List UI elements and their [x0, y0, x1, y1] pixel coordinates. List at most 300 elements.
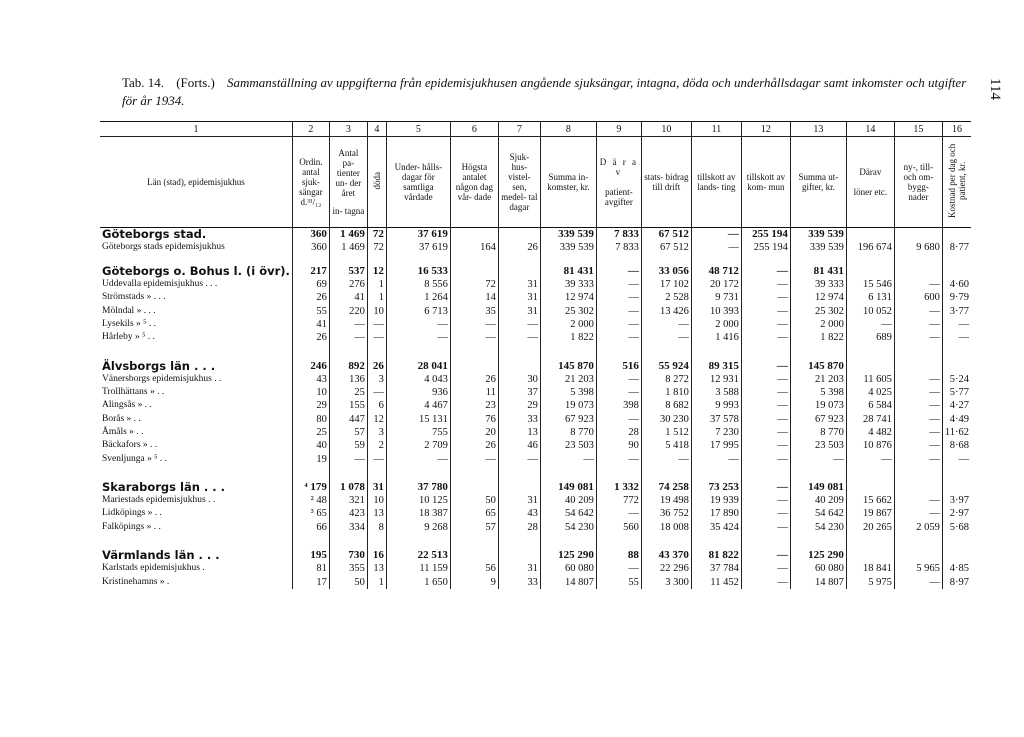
- cell-col-9: 772: [596, 494, 641, 507]
- cell-col-7: 28: [498, 521, 540, 534]
- cell-col-9: —: [596, 304, 641, 317]
- spacer-cell: [450, 255, 498, 265]
- cell-col-13: 149 081: [790, 481, 846, 494]
- cell-col-8: 5 398: [540, 386, 596, 399]
- cell-col-14: 196 674: [846, 241, 894, 254]
- table-row: [100, 562, 971, 575]
- cell-col-13: —: [790, 452, 846, 465]
- row-name: Lidköpings » . .: [102, 508, 162, 519]
- spacer-row: [100, 534, 971, 549]
- cell-col-9: —: [596, 452, 641, 465]
- cell-col-14: [846, 549, 894, 562]
- cell-col-13: 25 302: [790, 304, 846, 317]
- cell-col-2: 29: [292, 399, 329, 412]
- table-row: [100, 426, 971, 439]
- cell-col-8: 2 000: [540, 318, 596, 331]
- spacer-cell: [386, 466, 450, 481]
- cell-col-16: —: [942, 331, 971, 344]
- spacer-cell: [498, 534, 540, 549]
- cell-col-7: 33: [498, 576, 540, 589]
- cell-col-12: —: [741, 452, 790, 465]
- cell-col-7: 29: [498, 399, 540, 412]
- spacer-cell: [329, 534, 367, 549]
- cell-col-3: 447: [329, 413, 367, 426]
- table-row: [100, 507, 971, 520]
- cell-col-11: 9 731: [691, 291, 741, 304]
- spacer-cell: [367, 255, 386, 265]
- spacer-cell: [790, 255, 846, 265]
- header-doda: döda: [371, 172, 382, 190]
- cell-col-11: 81 822: [691, 549, 741, 562]
- cell-col-5: 755: [386, 426, 450, 439]
- cell-col-3: 1 469: [329, 228, 367, 242]
- cell-col-16: [942, 481, 971, 494]
- cell-col-14: 15 546: [846, 278, 894, 291]
- cell-col-13: 1 822: [790, 331, 846, 344]
- cell-col-6: [450, 549, 498, 562]
- cell-col-16: 3·77: [942, 304, 971, 317]
- group-row: [100, 549, 971, 562]
- cell-col-15: [894, 228, 942, 242]
- cell-col-2: 360: [292, 241, 329, 254]
- header-cost-per-day: [942, 137, 971, 228]
- cell-col-5: 16 533: [386, 265, 450, 278]
- cell-col-12: —: [741, 318, 790, 331]
- cell-col-4: 6: [367, 399, 386, 412]
- cell-col-12: —: [741, 562, 790, 575]
- cell-col-16: —: [942, 452, 971, 465]
- cell-col-8: —: [540, 452, 596, 465]
- cell-col-3: 892: [329, 359, 367, 372]
- spacer-cell: [846, 344, 894, 359]
- cell-col-2: 40: [292, 439, 329, 452]
- cell-col-8: 8 770: [540, 426, 596, 439]
- header-darav2: Därav: [859, 167, 882, 177]
- cell-col-7: 43: [498, 507, 540, 520]
- cell-col-9: —: [596, 291, 641, 304]
- cell-col-14: 20 265: [846, 521, 894, 534]
- cell-col-3: 1 469: [329, 241, 367, 254]
- header-patientavgifter: patient- avgifter: [604, 187, 633, 207]
- header-patients: Antal pa- tienter un- der året: [335, 148, 362, 198]
- cell-col-8: 60 080: [540, 562, 596, 575]
- cell-col-16: 4·49: [942, 413, 971, 426]
- cell-col-14: 10 876: [846, 439, 894, 452]
- table-row: [100, 452, 971, 465]
- cell-col-12: —: [741, 481, 790, 494]
- cell-col-8: 1 822: [540, 331, 596, 344]
- cell-col-2: 19: [292, 452, 329, 465]
- spacer-cell: [329, 255, 367, 265]
- group-row: [100, 359, 971, 372]
- cell-col-2: 26: [292, 331, 329, 344]
- cell-col-12: —: [741, 494, 790, 507]
- header-lan: Län (stad), epidemisjukhus: [100, 137, 292, 228]
- spacer-cell: [329, 344, 367, 359]
- cell-col-11: 19 939: [691, 494, 741, 507]
- cell-col-9: —: [596, 265, 641, 278]
- header-kostnad: Kostnad per dag och patient, kr.: [946, 143, 967, 219]
- cell-col-13: 54 230: [790, 521, 846, 534]
- cell-col-6: 72: [450, 278, 498, 291]
- cell-col-4: 8: [367, 521, 386, 534]
- cell-col-12: —: [741, 278, 790, 291]
- cell-col-14: 4 025: [846, 386, 894, 399]
- spacer-cell: [292, 344, 329, 359]
- cell-col-3: 25: [329, 386, 367, 399]
- cell-col-13: 54 642: [790, 507, 846, 520]
- cell-col-14: 15 662: [846, 494, 894, 507]
- colnum: 9: [596, 122, 641, 137]
- cell-col-6: 164: [450, 241, 498, 254]
- cell-col-5: 22 513: [386, 549, 450, 562]
- table-row: [100, 386, 971, 399]
- page-number: 114: [987, 78, 1003, 100]
- cell-col-3: 59: [329, 439, 367, 452]
- cell-col-16: 4·27: [942, 399, 971, 412]
- cell-col-3: 220: [329, 304, 367, 317]
- row-name: Kristinehamns » .: [102, 576, 170, 587]
- cell-col-15: —: [894, 278, 942, 291]
- cell-col-16: 9·79: [942, 291, 971, 304]
- colnum: 8: [540, 122, 596, 137]
- cell-col-12: —: [741, 413, 790, 426]
- group-row: [100, 265, 971, 278]
- row-name: Mariestads epidemisjukhus . .: [102, 495, 216, 506]
- spacer-cell: [596, 344, 641, 359]
- cell-col-10: 67 512: [641, 241, 691, 254]
- cell-col-3: 57: [329, 426, 367, 439]
- cell-col-8: 39 333: [540, 278, 596, 291]
- cell-col-14: 18 841: [846, 562, 894, 575]
- cell-col-2: 195: [292, 549, 329, 562]
- cell-col-7: 31: [498, 291, 540, 304]
- cell-col-15: —: [894, 452, 942, 465]
- cell-col-6: 26: [450, 373, 498, 386]
- spacer-cell: [691, 466, 741, 481]
- spacer-cell: [100, 466, 292, 481]
- spacer-cell: [450, 344, 498, 359]
- spacer-cell: [292, 255, 329, 265]
- spacer-cell: [691, 534, 741, 549]
- cell-col-6: —: [450, 331, 498, 344]
- row-name: Vänersborgs epidemisjukhus . .: [102, 373, 222, 384]
- cell-col-3: 355: [329, 562, 367, 575]
- cell-col-13: 21 203: [790, 373, 846, 386]
- cell-col-11: 11 452: [691, 576, 741, 589]
- cell-col-13: 145 870: [790, 359, 846, 372]
- cell-col-6: 76: [450, 413, 498, 426]
- header-max: Högsta antalet någon dag vår- dade: [450, 137, 498, 228]
- cell-col-5: 11 159: [386, 562, 450, 575]
- cell-col-10: 30 230: [641, 413, 691, 426]
- cell-col-16: 3·97: [942, 494, 971, 507]
- table-row: [100, 291, 971, 304]
- cell-col-6: —: [450, 452, 498, 465]
- spacer-row: [100, 344, 971, 359]
- cell-col-16: 4·60: [942, 278, 971, 291]
- cell-col-8: 23 503: [540, 439, 596, 452]
- header-county: tillskott av lands- ting: [691, 137, 741, 228]
- table-row: [100, 494, 971, 507]
- header-darav: D ä r a v: [599, 157, 639, 177]
- cell-col-11: 35 424: [691, 521, 741, 534]
- spacer-cell: [386, 255, 450, 265]
- cell-col-7: —: [498, 331, 540, 344]
- cell-col-12: —: [741, 304, 790, 317]
- cell-col-8: 12 974: [540, 291, 596, 304]
- cell-col-4: 13: [367, 562, 386, 575]
- cell-col-13: 14 807: [790, 576, 846, 589]
- cell-col-4: 2: [367, 439, 386, 452]
- cell-col-8: 40 209: [540, 494, 596, 507]
- header-loner: löner etc.: [853, 187, 888, 197]
- cell-col-16: [942, 359, 971, 372]
- row-name: Lysekils » ⁵ . .: [102, 318, 156, 329]
- spacer-cell: [691, 255, 741, 265]
- cell-col-8: 339 539: [540, 241, 596, 254]
- cell-col-11: 12 931: [691, 373, 741, 386]
- header-patient-fees: [596, 137, 641, 228]
- cell-col-9: 516: [596, 359, 641, 372]
- header-dead: [367, 137, 386, 228]
- cell-col-11: 20 172: [691, 278, 741, 291]
- cell-col-4: 3: [367, 426, 386, 439]
- cell-col-16: [942, 265, 971, 278]
- cell-col-12: —: [741, 373, 790, 386]
- cell-col-16: 8·68: [942, 439, 971, 452]
- cell-col-7: [498, 481, 540, 494]
- spacer-cell: [741, 466, 790, 481]
- cell-col-3: —: [329, 331, 367, 344]
- cell-col-12: —: [741, 426, 790, 439]
- table-continued: (Forts.): [176, 75, 215, 90]
- table-row: [100, 318, 971, 331]
- cell-col-12: —: [741, 576, 790, 589]
- colnum: 12: [741, 122, 790, 137]
- cell-col-15: 600: [894, 291, 942, 304]
- spacer-cell: [942, 466, 971, 481]
- cell-col-15: —: [894, 399, 942, 412]
- spacer-cell: [641, 255, 691, 265]
- cell-col-9: 28: [596, 426, 641, 439]
- row-name: Falköpings » . .: [102, 521, 161, 532]
- spacer-cell: [846, 534, 894, 549]
- cell-col-16: 2·97: [942, 507, 971, 520]
- cell-col-3: —: [329, 452, 367, 465]
- cell-col-16: 5·68: [942, 521, 971, 534]
- table-row: [100, 373, 971, 386]
- cell-col-8: 54 642: [540, 507, 596, 520]
- cell-col-4: 16: [367, 549, 386, 562]
- cell-col-15: —: [894, 494, 942, 507]
- cell-col-2: 81: [292, 562, 329, 575]
- cell-col-10: 3 300: [641, 576, 691, 589]
- spacer-cell: [846, 255, 894, 265]
- cell-col-15: —: [894, 373, 942, 386]
- cell-col-6: 9: [450, 576, 498, 589]
- cell-col-13: 40 209: [790, 494, 846, 507]
- cell-col-2: 66: [292, 521, 329, 534]
- cell-col-8: 21 203: [540, 373, 596, 386]
- spacer-cell: [367, 466, 386, 481]
- cell-col-10: 18 008: [641, 521, 691, 534]
- cell-col-3: 276: [329, 278, 367, 291]
- cell-col-5: 37 780: [386, 481, 450, 494]
- cell-col-5: 9 268: [386, 521, 450, 534]
- cell-col-10: 67 512: [641, 228, 691, 242]
- spacer-cell: [641, 534, 691, 549]
- colnum: 4: [367, 122, 386, 137]
- cell-col-6: 26: [450, 439, 498, 452]
- cell-col-14: [846, 265, 894, 278]
- cell-col-6: 20: [450, 426, 498, 439]
- cell-col-5: 8 556: [386, 278, 450, 291]
- cell-col-3: 730: [329, 549, 367, 562]
- cell-col-3: 321: [329, 494, 367, 507]
- cell-col-5: 4 467: [386, 399, 450, 412]
- spacer-cell: [498, 255, 540, 265]
- cell-col-15: —: [894, 304, 942, 317]
- cell-col-4: 31: [367, 481, 386, 494]
- cell-col-9: —: [596, 386, 641, 399]
- spacer-cell: [596, 255, 641, 265]
- cell-col-10: 19 498: [641, 494, 691, 507]
- spacer-cell: [741, 534, 790, 549]
- cell-col-13: 339 539: [790, 228, 846, 242]
- cell-col-12: —: [741, 265, 790, 278]
- cell-col-14: 689: [846, 331, 894, 344]
- cell-col-8: 81 431: [540, 265, 596, 278]
- cell-col-2: 43: [292, 373, 329, 386]
- cell-col-11: —: [691, 228, 741, 242]
- cell-col-6: [450, 228, 498, 242]
- cell-col-3: 41: [329, 291, 367, 304]
- cell-col-9: 560: [596, 521, 641, 534]
- table-row: [100, 576, 971, 589]
- cell-col-5: 4 043: [386, 373, 450, 386]
- table-title: [122, 74, 982, 110]
- cell-col-8: 25 302: [540, 304, 596, 317]
- cell-col-6: [450, 265, 498, 278]
- cell-col-8: 67 923: [540, 413, 596, 426]
- cell-col-5: 1 650: [386, 576, 450, 589]
- cell-col-10: —: [641, 318, 691, 331]
- cell-col-5: —: [386, 318, 450, 331]
- cell-col-9: 90: [596, 439, 641, 452]
- cell-col-3: 136: [329, 373, 367, 386]
- spacer-cell: [894, 255, 942, 265]
- spacer-cell: [790, 466, 846, 481]
- table-row: [100, 241, 971, 254]
- spacer-cell: [386, 534, 450, 549]
- table-row: [100, 331, 971, 344]
- cell-col-16: 8·97: [942, 576, 971, 589]
- cell-col-7: 30: [498, 373, 540, 386]
- spacer-cell: [100, 344, 292, 359]
- cell-col-15: [894, 359, 942, 372]
- row-name: Karlstads epidemisjukhus .: [102, 563, 205, 574]
- cell-col-10: 17 102: [641, 278, 691, 291]
- cell-col-12: —: [741, 507, 790, 520]
- cell-col-2: ⁴ 179: [292, 481, 329, 494]
- cell-col-4: —: [367, 386, 386, 399]
- cell-col-10: 22 296: [641, 562, 691, 575]
- cell-col-8: 339 539: [540, 228, 596, 242]
- table-row: [100, 413, 971, 426]
- cell-col-11: 73 253: [691, 481, 741, 494]
- cell-col-9: —: [596, 331, 641, 344]
- cell-col-11: 48 712: [691, 265, 741, 278]
- cell-col-16: 5·24: [942, 373, 971, 386]
- cell-col-6: [450, 359, 498, 372]
- cell-col-6: [450, 481, 498, 494]
- cell-col-7: [498, 228, 540, 242]
- cell-col-13: 5 398: [790, 386, 846, 399]
- cell-col-15: 5 965: [894, 562, 942, 575]
- cell-col-13: 39 333: [790, 278, 846, 291]
- cell-col-12: —: [741, 386, 790, 399]
- cell-col-7: 13: [498, 426, 540, 439]
- cell-col-2: 69: [292, 278, 329, 291]
- cell-col-5: 2 709: [386, 439, 450, 452]
- column-headers-row: [100, 137, 971, 228]
- cell-col-6: 56: [450, 562, 498, 575]
- cell-col-10: 55 924: [641, 359, 691, 372]
- cell-col-6: 65: [450, 507, 498, 520]
- header-income: Summa in- komster, kr.: [540, 137, 596, 228]
- cell-col-11: 3 588: [691, 386, 741, 399]
- cell-col-11: 17 995: [691, 439, 741, 452]
- cell-col-7: 37: [498, 386, 540, 399]
- cell-col-16: [942, 228, 971, 242]
- spacer-cell: [540, 344, 596, 359]
- cell-col-7: [498, 549, 540, 562]
- cell-col-6: 35: [450, 304, 498, 317]
- colnum: 7: [498, 122, 540, 137]
- cell-col-9: 55: [596, 576, 641, 589]
- cell-col-9: 398: [596, 399, 641, 412]
- cell-col-4: 10: [367, 304, 386, 317]
- header-state-grant: stats- bidrag till drift: [641, 137, 691, 228]
- cell-col-7: 26: [498, 241, 540, 254]
- cell-col-12: —: [741, 439, 790, 452]
- cell-col-9: 88: [596, 549, 641, 562]
- cell-col-15: —: [894, 413, 942, 426]
- cell-col-11: 10 393: [691, 304, 741, 317]
- cell-col-12: —: [741, 521, 790, 534]
- colnum: 5: [386, 122, 450, 137]
- spacer-cell: [691, 344, 741, 359]
- cell-col-2: 80: [292, 413, 329, 426]
- cell-col-13: 81 431: [790, 265, 846, 278]
- cell-col-6: 57: [450, 521, 498, 534]
- row-name: Göteborgs stads epidemisjukhus: [102, 242, 225, 253]
- spacer-cell: [741, 255, 790, 265]
- cell-col-5: 6 713: [386, 304, 450, 317]
- spacer-cell: [942, 344, 971, 359]
- spacer-cell: [367, 534, 386, 549]
- cell-col-5: 28 041: [386, 359, 450, 372]
- cell-col-10: —: [641, 331, 691, 344]
- cell-col-4: 1: [367, 291, 386, 304]
- cell-col-13: 125 290: [790, 549, 846, 562]
- cell-col-16: 8·77: [942, 241, 971, 254]
- spacer-cell: [790, 344, 846, 359]
- cell-col-15: —: [894, 386, 942, 399]
- spacer-cell: [498, 344, 540, 359]
- cell-col-11: 37 578: [691, 413, 741, 426]
